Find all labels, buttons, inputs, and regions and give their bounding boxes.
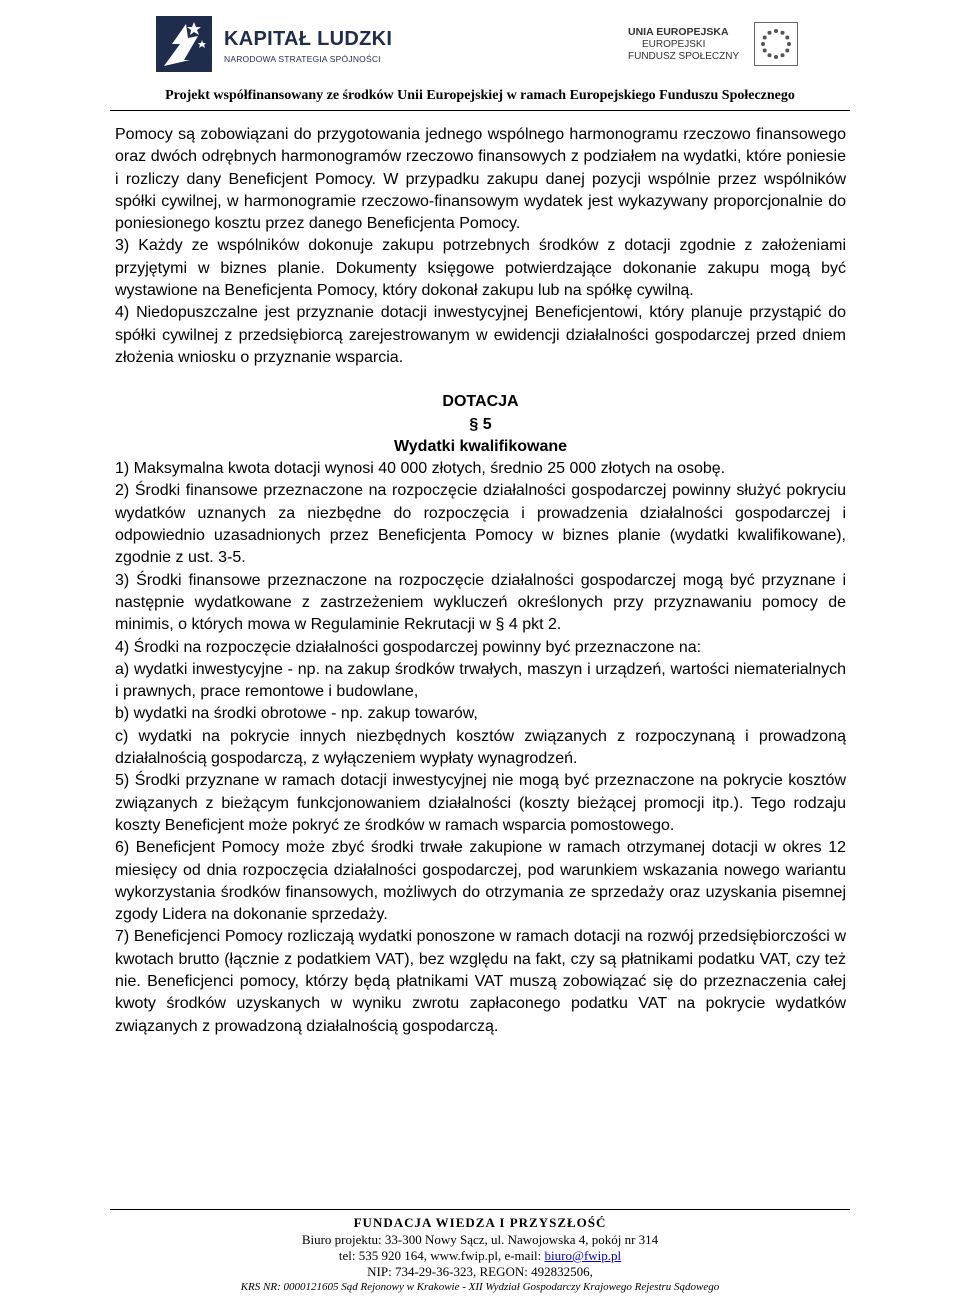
footer-divider — [110, 1209, 850, 1210]
footer-organization: FUNDACJA WIEDZA I PRZYSZŁOŚĆ — [353, 1215, 607, 1230]
item-4b: b) wydatki na środki obrotowe - np. zakup towarów, — [115, 705, 478, 723]
blank-line — [115, 369, 846, 391]
footer-krs: KRS NR: 0000121605 Sąd Rejonowy w Krakowie - XII Wydział Gospodarczy Krajowego Rejestru Sądowego — [240, 1281, 720, 1293]
item-2: 2) Środki finansowe przeznaczone na rozpoczęcie działalności gospodarczej powinny służyć pokryciu wydatków uznanych za niezbędne do rozpoczęcia i prowadzenia działalności gospodarczej i odpowiednio uzasadnionych przez Beneficjenta Pomocy w biznes planie (wydatki kwalifikowane), zgodnie z ust. 3-5. — [115, 482, 846, 567]
item-5: 5) Środki przyznane w ramach dotacji inwestycyjnej nie mogą być przeznaczone na pokrycie kosztów związanych z bieżącym funkcjonowaniem działalności (koszty bieżącej promocji itp.). Tego rodzaju koszty Beneficjent może pokryć ze środków w ramach wsparcia pomostowego. — [115, 772, 846, 834]
document-body — [115, 124, 846, 1038]
eu-logo-line-1: UNIA EUROPEJSKA — [628, 26, 729, 38]
section-number: § 5 — [469, 415, 492, 433]
footer-contact — [0, 1248, 960, 1264]
section-title: Wydatki kwalifikowane — [393, 437, 568, 455]
kapital-ludzki-emblem-icon — [150, 14, 220, 76]
item-6: 6) Beneficjent Pomocy może zbyć środki trwałe zakupione w ramach otrzymanej dotacji w okres 12 miesięcy od dnia rozpoczęcia działalności gospodarczej, pod warunkiem wskazania nowego wariantu wykorzystania środków finansowych, możliwych do otrzymania ze sprzedaży oraz uzyskania pisemnej zgody Lidera na dokonanie sprzedaży. — [115, 839, 846, 924]
eu-logo — [620, 14, 802, 74]
item-3: 3) Środki finansowe przeznaczone na rozpoczęcie działalności gospodarczej mogą być przyznane i następnie wydatkowane z zastrzeżeniem wykluczeń określonych przy przyznawaniu pomocy de minimis, o których mowa w Regulaminie Rekrutacji w § 4 pkt 2. — [115, 571, 846, 634]
page-footer — [0, 1214, 960, 1295]
paragraph-continuation: Pomocy są zobowiązani do przygotowania jednego wspólnego harmonogramu rzeczowo finansowego oraz dwóch odrębnych harmonogramów rzeczowo finansowych z podziałem na wydatki, które poniesie i rozliczy dany Beneficjent Pomocy. W przypadku zakupu danej pozycji wspólnie przez wspólników spółki cywilnej, w harmonogramie rzeczowo-finansowym wydatek jest wykazywany proporcjonalnie do poniesionego kosztu przez danego Beneficjenta Pomocy. — [115, 126, 846, 233]
footer-contact-text: tel: 535 920 164, www.fwip.pl, e-mail: — [338, 1248, 545, 1263]
item-4c: c) wydatki na pokrycie innych niezbędnych kosztów związanych z rozpoczynaną i prowadzoną działalnością gospodarczą, z wyłączeniem wypłaty wynagrodzeń. — [115, 727, 846, 768]
item-4a: a) wydatki inwestycyjne - np. na zakup środków trwałych, maszyn i urządzeń, wartości niematerialnych i prawnych, prace remontowe i budowlane, — [115, 660, 846, 701]
item-1: 1) Maksymalna kwota dotacji wynosi 40 000 złotych, średnio 25 000 złotych na osobę. — [115, 460, 726, 478]
footer-email-link[interactable]: biuro@fwip.pl — [544, 1248, 622, 1263]
item-7: 7) Beneficjenci Pomocy rozliczają wydatki ponoszone w ramach dotacji na rozwój przedsiębiorczości w kwotach brutto (łącznie z podatkiem VAT), bez względu na fakt, czy są płatnikami podatku VAT, czy też nie. Beneficjenci pomocy, którzy będą płatnikami VAT muszą zobowiązać się do przeznaczenia całej kwoty środków uzyskanych w wyniku zwrotu zapłaconego podatku VAT na pokrycie wydatków związanych z prowadzoną działalnością gospodarczą. — [115, 928, 846, 1035]
header-divider — [110, 110, 850, 111]
footer-tax-ids: NIP: 734-29-36-323, REGON: 492832506, — [367, 1264, 593, 1279]
eu-logo-line-2: EUROPEJSKI — [642, 39, 706, 50]
item-4: 4) Środki na rozpoczęcie działalności gospodarczej powinny być przeznaczone na: — [115, 638, 702, 656]
eu-flag-icon — [754, 22, 798, 66]
paragraph-3: 3) Każdy ze wspólników dokonuje zakupu potrzebnych środków z dotacji zgodnie z założeniami przyjętymi w biznes planie. Dokumenty księgowe potwierdzające dokonanie zakupu mogą być wystawione na Beneficjenta Pomocy, który dokonał zakupu lub na spółkę cywilną. — [115, 237, 846, 300]
eu-logo-line-3: FUNDUSZ SPOŁECZNY — [628, 51, 740, 62]
kapital-ludzki-subtitle: NARODOWA STRATEGIA SPÓJNOŚCI — [224, 54, 381, 64]
section-heading: DOTACJA — [442, 393, 519, 411]
project-cofinancing-note: Projekt współfinansowany ze środków Unii Europejskiej w ramach Europejskiego Funduszu Społecznego — [165, 88, 795, 103]
paragraph-4: 4) Niedopuszczalne jest przyznanie dotacji inwestycyjnej Beneficjentowi, który planuje przystąpić do spółki cywilnej z przedsiębiorcą zarejestrowanym w ewidencji działalności gospodarczej przed dniem złożenia wniosku o przyznanie wsparcia. — [115, 304, 846, 366]
page-header — [0, 0, 960, 110]
footer-address: Biuro projektu: 33-300 Nowy Sącz, ul. Nawojowska 4, pokój nr 314 — [301, 1232, 659, 1247]
kapital-ludzki-title: KAPITAŁ LUDZKI — [224, 28, 393, 50]
kapital-ludzki-logo — [150, 14, 393, 76]
